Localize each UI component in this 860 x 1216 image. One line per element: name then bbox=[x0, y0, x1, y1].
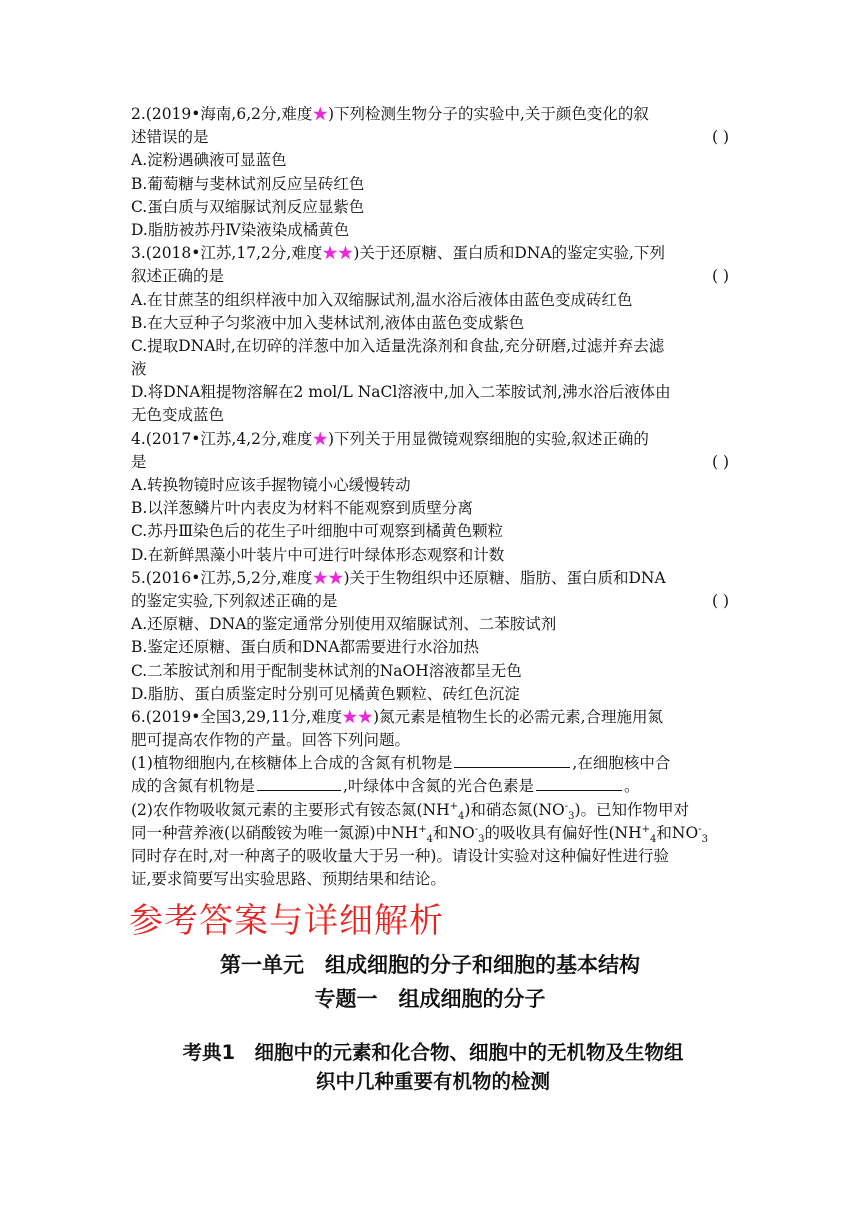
q4-stem bbox=[131, 428, 731, 451]
kaodian-title-line1: 考典1 细胞中的元素和化合物、细胞中的无机物及生物组 bbox=[182, 1041, 684, 1064]
q5-stem-line2 bbox=[131, 590, 731, 613]
answers-section-title: 参考答案与详细解析 bbox=[129, 901, 444, 941]
q2-stem-line2 bbox=[131, 126, 731, 149]
difficulty-star-icon: ★★ bbox=[312, 568, 344, 587]
option: C.蛋白质与双缩脲试剂反应显紫色 bbox=[131, 197, 365, 216]
q5-stem bbox=[131, 567, 731, 590]
difficulty-star-icon: ★★ bbox=[342, 707, 374, 726]
option-continued: 液 bbox=[131, 360, 147, 379]
fill-blank bbox=[454, 752, 570, 768]
difficulty-star-icon: ★ bbox=[312, 429, 328, 448]
option: B.葡萄糖与斐林试剂反应呈砖红色 bbox=[131, 174, 365, 193]
option: B.以洋葱鳞片叶内表皮为材料不能观察到质壁分离 bbox=[131, 499, 473, 518]
q4-stem-text-2: )下列关于用显微镜观察细胞的实验,叙述正确的 bbox=[327, 429, 649, 448]
q6-stem-text: 6.(2019•全国3,29,11分,难度 bbox=[131, 707, 343, 726]
option: C.二苯胺试剂和用于配制斐林试剂的NaOH溶液都呈无色 bbox=[131, 661, 522, 680]
q6-part2-line3: 同时存在时,对一种离子的吸收量大于另一种)。请设计实验对这种偏好性进行验 bbox=[131, 847, 669, 865]
q6-part2-line2 bbox=[131, 822, 731, 845]
q6-part2-text-4: 同一种营养液(以硝酸铵为唯一氮源)中NH bbox=[131, 823, 419, 842]
q3-stem-text-2: )关于还原糖、蛋白质和DNA的鉴定实验,下列 bbox=[353, 244, 665, 263]
superscript: - bbox=[698, 823, 702, 835]
difficulty-star-icon: ★★ bbox=[322, 244, 354, 263]
q4-stem-text: 4.(2017•江苏,4,2分,难度 bbox=[131, 429, 313, 448]
topic-title: 专题一 组成细胞的分子 bbox=[314, 987, 546, 1011]
fill-blank bbox=[536, 775, 622, 791]
option: C.苏丹Ⅲ染色后的花生子叶细胞中可观察到橘黄色颗粒 bbox=[131, 522, 504, 541]
q2-stem-text-2: )下列检测生物分子的实验中,关于颜色变化的叙 bbox=[327, 105, 649, 123]
q5-stem-end: 的鉴定实验,下列叙述正确的是 bbox=[131, 591, 338, 610]
answer-paren: ( ) bbox=[711, 452, 729, 471]
answer-paren: ( ) bbox=[711, 128, 729, 147]
q6-part1-text-4: ,叶绿体中含氮的光合色素是 bbox=[343, 777, 534, 796]
option: A.在甘蔗茎的组织样液中加入双缩脲试剂,温水浴后液体由蓝色变成砖红色 bbox=[131, 290, 633, 309]
q3-stem-text: 3.(2018•江苏,17,2分,难度 bbox=[131, 244, 323, 263]
option: A.淀粉遇碘液可显蓝色 bbox=[131, 151, 287, 170]
q6-part2-text-7: 和NO bbox=[656, 823, 699, 842]
q6-part2-text-5: 和NO bbox=[432, 823, 475, 842]
subscript: 4 bbox=[457, 810, 465, 822]
q6-part2-line1 bbox=[131, 799, 731, 822]
subscript: 3 bbox=[478, 833, 485, 845]
superscript: + bbox=[641, 823, 651, 835]
question-content bbox=[131, 103, 731, 891]
superscript: - bbox=[474, 823, 479, 835]
option: C.提取DNA时,在切碎的洋葱中加入适量洗涤剂和食盐,充分研磨,过滤并弃去滤 bbox=[131, 336, 665, 355]
q6-part2-text-2: )和硝态氮(NO bbox=[464, 800, 565, 819]
q6-part2-text: (2)农作物吸收氮元素的主要形式有铵态氮(NH bbox=[131, 800, 450, 819]
q6-stem-line2: 肥可提高农作物的产量。回答下列问题。 bbox=[131, 731, 411, 750]
q2-stem-text: 2.(2019•海南,6,2分,难度 bbox=[131, 105, 313, 123]
subscript: 3 bbox=[701, 833, 708, 845]
q6-part2-text-6: 的吸收具有偏好性(NH bbox=[484, 823, 642, 842]
option: D.将DNA粗提物溶解在2 mol/L NaCl溶液中,加入二苯胺试剂,沸水浴后液体由 bbox=[131, 383, 671, 402]
option: B.在大豆种子匀浆液中加入斐林试剂,液体由蓝色变成紫色 bbox=[131, 313, 525, 332]
kaodian-title-line2: 织中几种重要有机物的检测 bbox=[315, 1070, 550, 1093]
q6-part2-line4: 证,要求简要写出实验思路、预期结果和结论。 bbox=[131, 870, 446, 889]
q3-stem-line2 bbox=[131, 265, 731, 288]
q4-stem-line2 bbox=[131, 451, 731, 474]
q6-part1-text-5: 。 bbox=[623, 777, 640, 796]
superscript: + bbox=[449, 800, 458, 812]
q4-stem-end: 是 bbox=[131, 452, 147, 471]
option: D.在新鲜黑藻小叶装片中可进行叶绿体形态观察和计数 bbox=[131, 545, 505, 564]
subscript: 4 bbox=[426, 833, 433, 845]
subscript: 4 bbox=[650, 833, 657, 845]
option: D.脂肪、蛋白质鉴定时分别可见橘黄色颗粒、砖红色沉淀 bbox=[131, 684, 520, 703]
q2-stem-end: 述错误的是 bbox=[131, 128, 209, 147]
superscript: + bbox=[418, 823, 427, 835]
q5-stem-text-2: )关于生物组织中还原糖、脂肪、蛋白质和DNA bbox=[343, 568, 666, 587]
answer-paren: ( ) bbox=[711, 267, 729, 286]
q6-part1-line1 bbox=[131, 752, 731, 775]
q2-stem bbox=[131, 103, 731, 126]
option: A.转换物镜时应该手握物镜小心缓慢转动 bbox=[131, 476, 411, 494]
q6-part2-text-3: )。已知作物甲对 bbox=[574, 800, 690, 819]
fill-blank bbox=[257, 775, 341, 791]
q6-stem-text-2: )氮元素是植物生长的必需元素,合理施用氮 bbox=[373, 707, 664, 726]
subscript: 3 bbox=[568, 810, 575, 822]
option-continued: 无色变成蓝色 bbox=[131, 406, 225, 425]
q6-part1-text-2: ,在细胞核中合 bbox=[572, 754, 671, 773]
q6-part1-text: (1)植物细胞内,在核糖体上合成的含氮有机物是 bbox=[131, 754, 453, 773]
option: B.鉴定还原糖、蛋白质和DNA都需要进行水浴加热 bbox=[131, 638, 480, 657]
q6-stem bbox=[131, 706, 731, 729]
superscript: - bbox=[564, 800, 569, 812]
q6-part1-line2 bbox=[131, 775, 731, 798]
option: A.还原糖、DNA的鉴定通常分别使用双缩脲试剂、二苯胺试剂 bbox=[131, 615, 557, 634]
difficulty-star-icon: ★ bbox=[312, 105, 328, 123]
unit-title: 第一单元 组成细胞的分子和细胞的基本结构 bbox=[220, 953, 640, 977]
kaodian-title bbox=[128, 1038, 738, 1096]
q3-stem bbox=[131, 242, 731, 265]
q5-stem-text: 5.(2016•江苏,5,2分,难度 bbox=[131, 568, 313, 587]
answer-paren: ( ) bbox=[711, 591, 729, 610]
option: D.脂肪被苏丹Ⅳ染液染成橘黄色 bbox=[131, 220, 350, 239]
q6-part1-text-3: 成的含氮有机物是 bbox=[131, 777, 256, 796]
q3-stem-end: 叙述正确的是 bbox=[131, 267, 225, 286]
